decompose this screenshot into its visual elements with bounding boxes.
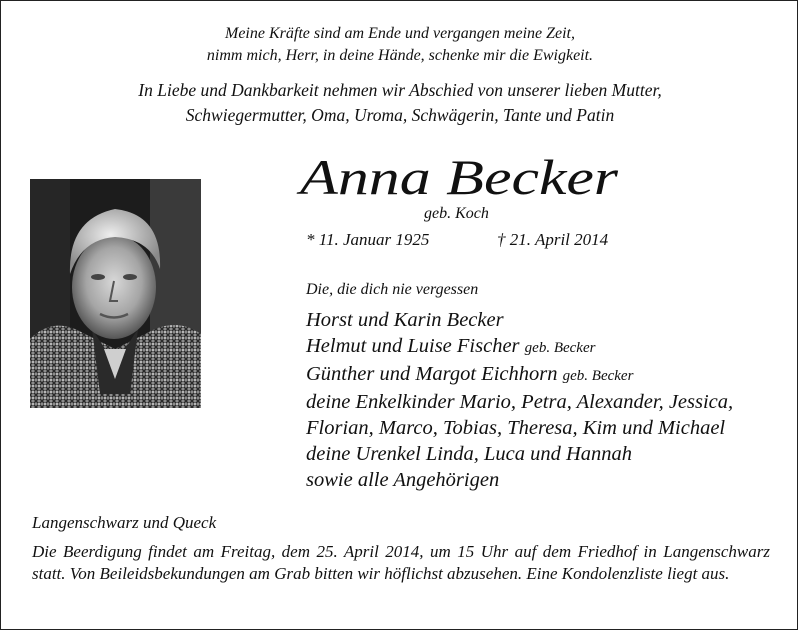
family-row [306,389,733,415]
family-name: Horst und Karin Becker [306,309,504,331]
family-row [306,441,733,467]
place-line: Langenschwarz und Queck [32,513,217,532]
deceased-name [296,148,626,210]
verse-line-2: nimm mich, Herr, in deine Hände, schenke mir die Ewigkeit. [206,47,594,64]
family-row [306,467,733,493]
family-note: geb. Becker [562,368,634,384]
birth-date: * 11. Januar 1925 [306,230,430,249]
family-name: sowie alle Angehörigen [306,469,500,491]
family-name: Helmut und Luise Fischer [306,335,520,357]
portrait-photo [30,179,201,408]
funeral-notice: Die Beerdigung findet am Freitag, dem 25. April 2014, um 15 Uhr auf dem Friedhof in Langenschwarz statt. Von Beileidsbekundungen am Grab bitten wir höflichst abzusehen. Eine Kondolenzliste liegt aus. [32,542,770,583]
intro-line-1: In Liebe und Dankbarkeit nehmen wir Abschied von unserer lieben Mutter, [138,80,662,100]
mourners-intro: Die, die dich nie vergessen [306,281,479,298]
family-name: deine Urenkel Linda, Luca und Hannah [306,443,633,465]
maiden-name: geb. Koch [424,205,489,222]
family-row [306,361,733,389]
family-row [306,415,733,441]
family-note: geb. Becker [524,340,596,356]
deceased-name-text: Anna Becker [296,149,619,205]
intro-line-2: Schwiegermutter, Oma, Uroma, Schwägerin, Tante und Patin [185,105,615,125]
family-row [306,333,733,361]
death-date: † 21. April 2014 [497,230,609,249]
verse-line-1: Meine Kräfte sind am Ende und vergangen meine Zeit, [225,25,575,42]
family-row [306,307,733,333]
family-name: Florian, Marco, Tobias, Theresa, Kim und Michael [306,417,726,439]
family-name: deine Enkelkinder Mario, Petra, Alexander, Jessica, [306,391,734,413]
family-list [306,307,733,493]
portrait-image [30,179,201,408]
family-name: Günther und Margot Eichhorn [306,363,558,385]
